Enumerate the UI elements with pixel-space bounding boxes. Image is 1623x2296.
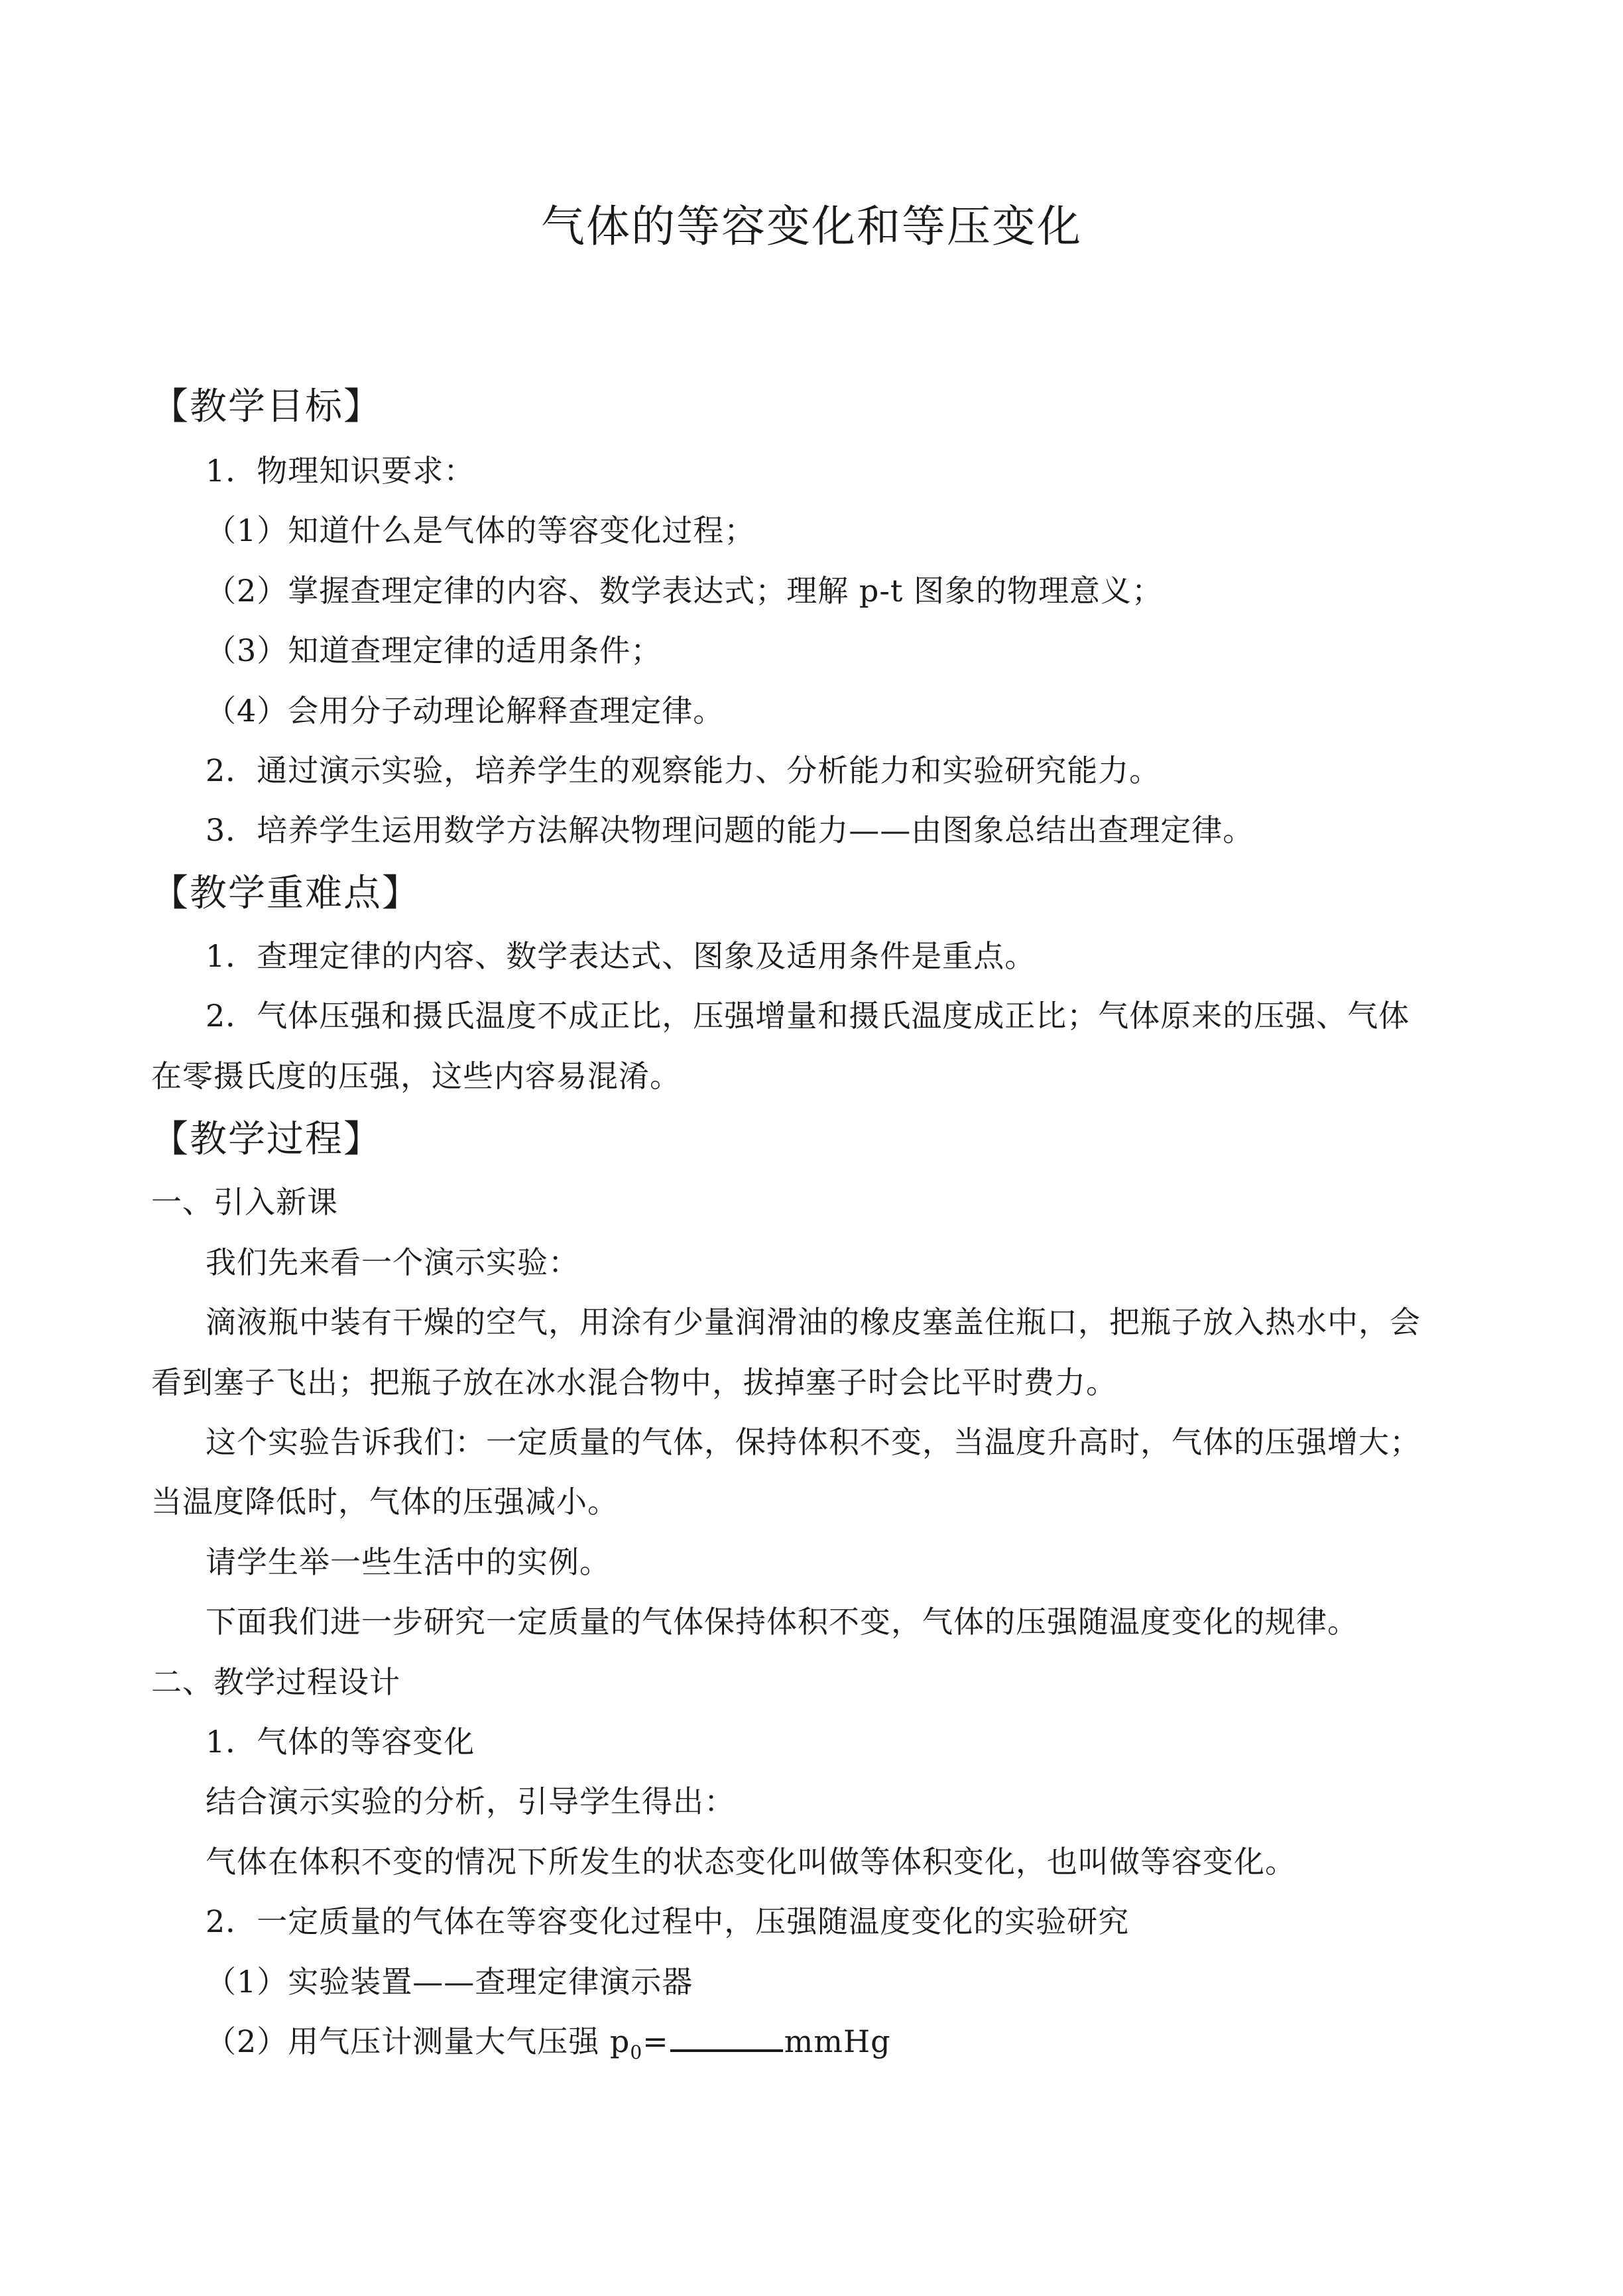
paragraph-3-line2: 当温度降低时，气体的压强减小。 xyxy=(151,1484,619,1520)
fill-in-blank[interactable] xyxy=(670,2023,783,2052)
section-heading-objectives: 【教学目标】 xyxy=(151,385,382,428)
objective-item-1-3: （3）知道查理定律的适用条件； xyxy=(206,633,662,668)
paragraph-2-line1: 滴液瓶中装有干燥的空气，用涂有少量润滑油的橡皮塞盖住瓶口，把瓶子放入热水中，会 xyxy=(206,1304,1421,1340)
section-heading-process: 【教学过程】 xyxy=(151,1118,382,1161)
key-point-2-line1: 2．气体压强和摄氏温度不成正比，压强增量和摄氏温度成正比；气体原来的压强、气体 xyxy=(206,998,1410,1034)
step-2-item-2-text: （2）用气压计测量大气压强 p xyxy=(206,2024,631,2059)
objective-item-1-2: （2）掌握查理定律的内容、数学表达式；理解 p-t 图象的物理意义； xyxy=(206,573,1163,609)
section-heading-key-points: 【教学重难点】 xyxy=(151,872,420,915)
paragraph-2-line2: 看到塞子飞出；把瓶子放在冰水混合物中，拔掉塞子时会比平时费力。 xyxy=(151,1364,1117,1400)
key-point-2-line2: 在零摄氏度的压强，这些内容易混淆。 xyxy=(151,1058,681,1094)
unit-label: mmHg xyxy=(784,2024,891,2059)
step-1-paragraph-1: 结合演示实验的分析，引导学生得出： xyxy=(206,1783,735,1819)
paragraph-1: 我们先来看一个演示实验： xyxy=(206,1244,579,1280)
part1-title: 一、引入新课 xyxy=(151,1184,338,1220)
step-2-item-2 xyxy=(206,2018,891,2065)
step-1-title: 1．气体的等容变化 xyxy=(206,1724,475,1760)
part2-title: 二、教学过程设计 xyxy=(151,1664,400,1700)
step-1-paragraph-2: 气体在体积不变的情况下所发生的状态变化叫做等体积变化，也叫做等容变化。 xyxy=(206,1844,1296,1880)
paragraph-4: 请学生举一些生活中的实例。 xyxy=(206,1544,611,1580)
paragraph-5: 下面我们进一步研究一定质量的气体保持体积不变，气体的压强随温度变化的规律。 xyxy=(206,1604,1358,1640)
objective-item-1-4: （4）会用分子动理论解释查理定律。 xyxy=(206,693,725,729)
step-2-item-1: （1）实验装置——查理定律演示器 xyxy=(206,1964,693,2000)
document-title: 气体的等容变化和等压变化 xyxy=(541,201,1082,252)
equals-sign: = xyxy=(642,2024,669,2059)
objective-item-3: 3．培养学生运用数学方法解决物理问题的能力——由图象总结出查理定律。 xyxy=(206,812,1254,848)
key-point-1: 1．查理定律的内容、数学表达式、图象及适用条件是重点。 xyxy=(206,938,1036,974)
objective-item-2: 2．通过演示实验，培养学生的观察能力、分析能力和实验研究能力。 xyxy=(206,753,1161,788)
step-2-title: 2．一定质量的气体在等容变化过程中，压强随温度变化的实验研究 xyxy=(206,1903,1130,1939)
objective-item-1: 1．物理知识要求： xyxy=(206,453,475,489)
subscript-zero: 0 xyxy=(630,2041,643,2064)
paragraph-3-line1: 这个实验告诉我们：一定质量的气体，保持体积不变，当温度升高时，气体的压强增大； xyxy=(206,1424,1421,1460)
objective-item-1-1: （1）知道什么是气体的等容变化过程； xyxy=(206,513,756,548)
